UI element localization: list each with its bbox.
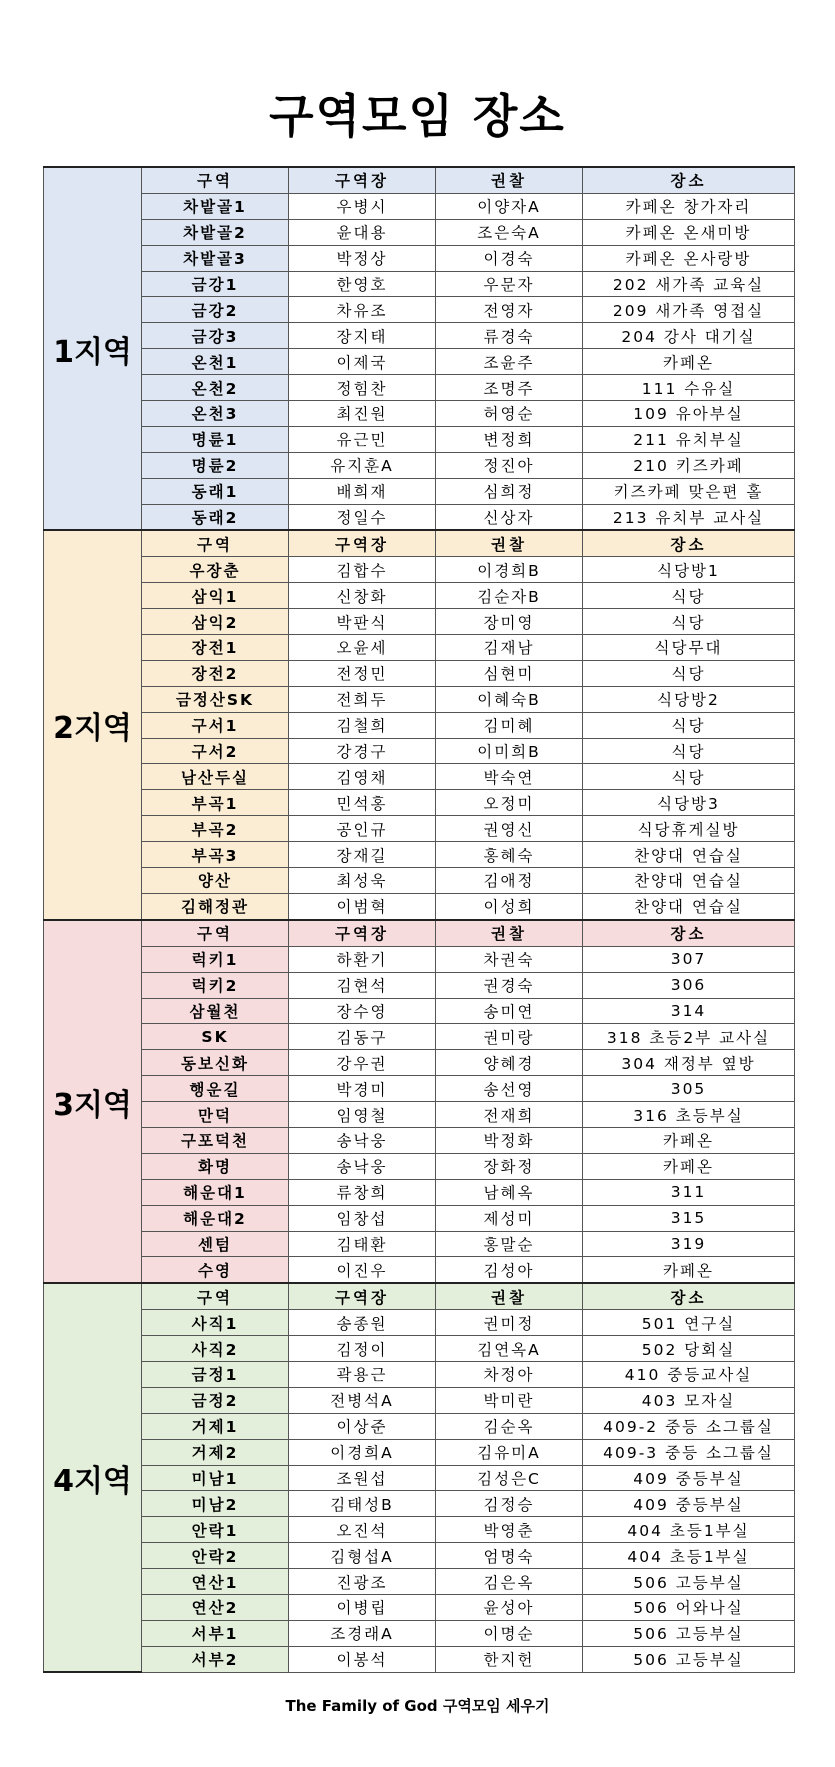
meeting-places-table [43,166,795,1673]
leader-name: 이진우 [289,1257,436,1283]
place-name: 410 중등교사실 [583,1361,795,1387]
assistant-name: 김성은C [436,1465,583,1491]
leader-name: 배희재 [289,478,436,504]
table-row [44,297,795,323]
table-row [44,1620,795,1646]
assistant-name: 권영신 [436,816,583,842]
assistant-name: 허영순 [436,401,583,427]
leader-name: 김형섭A [289,1543,436,1569]
place-name: 409-3 중등 소그룹실 [583,1439,795,1465]
place-name: 키즈카페 맞은편 홀 [583,478,795,504]
leader-name: 이제국 [289,349,436,375]
district-name: 온천1 [142,349,289,375]
table-row [44,1594,795,1620]
footer-text: The Family of God 구역모임 세우기 [285,1697,550,1715]
column-header: 구역 [142,167,289,193]
leader-name: 오진석 [289,1517,436,1543]
place-name: 찬양대 연습실 [583,842,795,868]
table-row [44,1179,795,1205]
region-header-row [44,167,795,193]
leader-name: 송종원 [289,1310,436,1336]
district-name: 거제1 [142,1413,289,1439]
leader-name: 전정민 [289,660,436,686]
leader-name: 조경래A [289,1620,436,1646]
district-name: 금정산SK [142,686,289,712]
leader-name: 이범혁 [289,893,436,919]
place-name: 409-2 중등 소그룹실 [583,1413,795,1439]
leader-name: 유지훈A [289,452,436,478]
place-name: 209 새가족 영접실 [583,297,795,323]
district-name: 동보신화 [142,1050,289,1076]
table-row [44,219,795,245]
region-header-row [44,920,795,946]
table-row [44,452,795,478]
column-header: 권찰 [436,920,583,946]
leader-name: 임창섭 [289,1205,436,1231]
place-name: 식당방1 [583,557,795,583]
column-header: 장소 [583,167,795,193]
place-name: 카페온 온사랑방 [583,245,795,271]
district-name: SK [142,1024,289,1050]
place-name: 409 중등부실 [583,1465,795,1491]
place-name: 311 [583,1179,795,1205]
leader-name: 강우권 [289,1050,436,1076]
leader-name: 공인규 [289,816,436,842]
table-row [44,1491,795,1517]
column-header: 구역장 [289,167,436,193]
district-name: 해운대2 [142,1205,289,1231]
leader-name: 유근민 [289,426,436,452]
place-name: 305 [583,1076,795,1102]
district-name: 럭키2 [142,972,289,998]
place-name: 502 당회실 [583,1336,795,1362]
place-name: 식당 [583,660,795,686]
place-name: 314 [583,998,795,1024]
assistant-name: 정진아 [436,452,583,478]
assistant-name: 차권숙 [436,946,583,972]
leader-name: 김합수 [289,557,436,583]
assistant-name: 조윤주 [436,349,583,375]
leader-name: 김영채 [289,764,436,790]
table-row [44,1310,795,1336]
page-title: 구역모임 장소 [269,89,566,143]
district-name: 구포덕천 [142,1127,289,1153]
place-name: 식당 [583,738,795,764]
table-row [44,1231,795,1257]
table-row [44,401,795,427]
assistant-name: 권미랑 [436,1024,583,1050]
district-name: 장전1 [142,635,289,661]
assistant-name: 홍말순 [436,1231,583,1257]
table-row [44,583,795,609]
place-name: 403 모자실 [583,1387,795,1413]
leader-name: 하환기 [289,946,436,972]
table-row [44,375,795,401]
table-row [44,1050,795,1076]
district-name: 명륜1 [142,426,289,452]
place-name: 316 초등부실 [583,1102,795,1128]
leader-name: 송낙웅 [289,1127,436,1153]
column-header: 장소 [583,920,795,946]
assistant-name: 조명주 [436,375,583,401]
table-row [44,478,795,504]
district-name: 양산 [142,868,289,894]
district-name: 온천2 [142,375,289,401]
assistant-name: 박미란 [436,1387,583,1413]
place-name: 204 강사 대기실 [583,323,795,349]
assistant-name: 이혜숙B [436,686,583,712]
table-row [44,245,795,271]
place-name: 카페온 [583,1127,795,1153]
district-name: 연산1 [142,1569,289,1595]
assistant-name: 김성아 [436,1257,583,1283]
leader-name: 한영호 [289,271,436,297]
meeting-places-table-wrapper [43,166,794,1673]
table-row [44,504,795,530]
assistant-name: 김순자B [436,583,583,609]
table-row [44,712,795,738]
district-name: 사직1 [142,1310,289,1336]
table-row [44,972,795,998]
district-name: 금정2 [142,1387,289,1413]
district-name: 구서1 [142,712,289,738]
leader-name: 김태환 [289,1231,436,1257]
assistant-name: 이경희B [436,557,583,583]
column-header: 장소 [583,530,795,556]
leader-name: 최진원 [289,401,436,427]
assistant-name: 이양자A [436,193,583,219]
column-header: 장소 [583,1283,795,1309]
place-name: 213 유치부 교사실 [583,504,795,530]
leader-name: 박경미 [289,1076,436,1102]
column-header: 구역 [142,920,289,946]
table-row [44,1076,795,1102]
assistant-name: 장미영 [436,609,583,635]
place-name: 506 고등부실 [583,1646,795,1672]
district-name: 만덕 [142,1102,289,1128]
table-row [44,1336,795,1362]
assistant-name: 차정아 [436,1361,583,1387]
assistant-name: 심현미 [436,660,583,686]
table-row [44,790,795,816]
leader-name: 우병시 [289,193,436,219]
district-name: 차밭골2 [142,219,289,245]
place-name: 315 [583,1205,795,1231]
table-row [44,1569,795,1595]
place-name: 카페온 [583,1153,795,1179]
column-header: 구역 [142,1283,289,1309]
assistant-name: 김재남 [436,635,583,661]
assistant-name: 심희정 [436,478,583,504]
assistant-name: 장화정 [436,1153,583,1179]
district-name: 서부2 [142,1646,289,1672]
assistant-name: 권미정 [436,1310,583,1336]
table-row [44,764,795,790]
district-name: 행운길 [142,1076,289,1102]
assistant-name: 류경숙 [436,323,583,349]
district-name: 금강3 [142,323,289,349]
place-name: 카페온 [583,1257,795,1283]
assistant-name: 전재희 [436,1102,583,1128]
place-name: 식당 [583,712,795,738]
district-name: 센텀 [142,1231,289,1257]
assistant-name: 박정화 [436,1127,583,1153]
leader-name: 전희두 [289,686,436,712]
region-label: 4지역 [44,1283,142,1672]
leader-name: 민석홍 [289,790,436,816]
table-row [44,686,795,712]
table-row [44,1205,795,1231]
place-name: 506 고등부실 [583,1620,795,1646]
assistant-name: 윤성아 [436,1594,583,1620]
table-row [44,1543,795,1569]
leader-name: 전병석A [289,1387,436,1413]
place-name: 319 [583,1231,795,1257]
district-name: 장전2 [142,660,289,686]
region-header-row [44,530,795,556]
leader-name: 최성욱 [289,868,436,894]
table-row [44,1153,795,1179]
leader-name: 류창희 [289,1179,436,1205]
assistant-name: 이명순 [436,1620,583,1646]
place-name: 307 [583,946,795,972]
district-name: 남산두실 [142,764,289,790]
assistant-name: 조은숙A [436,219,583,245]
assistant-name: 송미연 [436,998,583,1024]
region-label: 1지역 [44,167,142,530]
district-name: 미남1 [142,1465,289,1491]
table-row [44,868,795,894]
leader-name: 이상준 [289,1413,436,1439]
column-header: 구역 [142,530,289,556]
place-name: 식당방2 [583,686,795,712]
place-name: 111 수유실 [583,375,795,401]
place-name: 카페온 창가자리 [583,193,795,219]
table-row [44,426,795,452]
place-name: 211 유치부실 [583,426,795,452]
place-name: 506 고등부실 [583,1569,795,1595]
table-row [44,738,795,764]
district-name: 부곡2 [142,816,289,842]
district-name: 금정1 [142,1361,289,1387]
leader-name: 차유조 [289,297,436,323]
assistant-name: 변정희 [436,426,583,452]
place-name: 찬양대 연습실 [583,868,795,894]
place-name: 식당 [583,764,795,790]
assistant-name: 전영자 [436,297,583,323]
assistant-name: 김유미A [436,1439,583,1465]
place-name: 404 초등1부실 [583,1543,795,1569]
leader-name: 장수영 [289,998,436,1024]
table-row [44,1102,795,1128]
assistant-name: 제성미 [436,1205,583,1231]
table-row [44,635,795,661]
district-name: 부곡3 [142,842,289,868]
leader-name: 정일수 [289,504,436,530]
table-row [44,842,795,868]
place-name: 식당무대 [583,635,795,661]
district-name: 차밭골3 [142,245,289,271]
district-name: 동래1 [142,478,289,504]
table-row [44,557,795,583]
place-name: 카페온 온새미방 [583,219,795,245]
region-label: 2지역 [44,530,142,919]
assistant-name: 한지헌 [436,1646,583,1672]
leader-name: 임영철 [289,1102,436,1128]
assistant-name: 김순옥 [436,1413,583,1439]
leader-name: 정힘찬 [289,375,436,401]
place-name: 찬양대 연습실 [583,893,795,919]
assistant-name: 김정승 [436,1491,583,1517]
place-name: 카페온 [583,349,795,375]
leader-name: 김정이 [289,1336,436,1362]
leader-name: 오윤세 [289,635,436,661]
place-name: 식당 [583,609,795,635]
assistant-name: 김미혜 [436,712,583,738]
table-row [44,323,795,349]
place-name: 109 유아부실 [583,401,795,427]
district-name: 거제2 [142,1439,289,1465]
place-name: 501 연구실 [583,1310,795,1336]
place-name: 202 새가족 교육실 [583,271,795,297]
place-name: 식당방3 [583,790,795,816]
district-name: 화명 [142,1153,289,1179]
place-name: 318 초등2부 교사실 [583,1024,795,1050]
table-row [44,893,795,919]
place-name: 409 중등부실 [583,1491,795,1517]
region-header-row [44,1283,795,1309]
district-name: 미남2 [142,1491,289,1517]
leader-name: 이봉석 [289,1646,436,1672]
table-row [44,660,795,686]
column-header: 권찰 [436,1283,583,1309]
leader-name: 김현석 [289,972,436,998]
district-name: 구서2 [142,738,289,764]
table-row [44,1387,795,1413]
leader-name: 박정상 [289,245,436,271]
district-name: 삼익2 [142,609,289,635]
table-row [44,1517,795,1543]
column-header: 구역장 [289,920,436,946]
assistant-name: 우문자 [436,271,583,297]
district-name: 안락1 [142,1517,289,1543]
table-row [44,1646,795,1672]
table-row [44,1127,795,1153]
assistant-name: 김은옥 [436,1569,583,1595]
place-name: 210 키즈카페 [583,452,795,478]
district-name: 부곡1 [142,790,289,816]
assistant-name: 남혜옥 [436,1179,583,1205]
place-name: 404 초등1부실 [583,1517,795,1543]
place-name: 304 재정부 옆방 [583,1050,795,1076]
leader-name: 장재길 [289,842,436,868]
district-name: 럭키1 [142,946,289,972]
table-row [44,193,795,219]
district-name: 해운대1 [142,1179,289,1205]
district-name: 명륜2 [142,452,289,478]
district-name: 김해정관 [142,893,289,919]
place-name: 식당휴게실방 [583,816,795,842]
assistant-name: 김연옥A [436,1336,583,1362]
place-name: 식당 [583,583,795,609]
assistant-name: 양혜경 [436,1050,583,1076]
district-name: 수영 [142,1257,289,1283]
assistant-name: 권경숙 [436,972,583,998]
table-row [44,816,795,842]
leader-name: 신창화 [289,583,436,609]
district-name: 사직2 [142,1336,289,1362]
leader-name: 강경구 [289,738,436,764]
district-name: 연산2 [142,1594,289,1620]
leader-name: 곽용근 [289,1361,436,1387]
leader-name: 조원섭 [289,1465,436,1491]
assistant-name: 송선영 [436,1076,583,1102]
table-row [44,1465,795,1491]
assistant-name: 신상자 [436,504,583,530]
leader-name: 이병립 [289,1594,436,1620]
table-row [44,1413,795,1439]
table-row [44,1361,795,1387]
leader-name: 진광조 [289,1569,436,1595]
assistant-name: 이미희B [436,738,583,764]
leader-name: 윤대용 [289,219,436,245]
table-row [44,609,795,635]
column-header: 권찰 [436,167,583,193]
table-row [44,271,795,297]
district-name: 동래2 [142,504,289,530]
table-row [44,946,795,972]
assistant-name: 홍혜숙 [436,842,583,868]
leader-name: 송낙웅 [289,1153,436,1179]
place-name: 506 어와나실 [583,1594,795,1620]
assistant-name: 엄명숙 [436,1543,583,1569]
district-name: 서부1 [142,1620,289,1646]
district-name: 우장춘 [142,557,289,583]
region-label: 3지역 [44,920,142,1283]
leader-name: 이경희A [289,1439,436,1465]
leader-name: 김동구 [289,1024,436,1050]
assistant-name: 오정미 [436,790,583,816]
column-header: 구역장 [289,530,436,556]
leader-name: 김철희 [289,712,436,738]
leader-name: 박판식 [289,609,436,635]
table-row [44,1439,795,1465]
assistant-name: 김애정 [436,868,583,894]
table-row [44,1024,795,1050]
assistant-name: 이성희 [436,893,583,919]
leader-name: 김태성B [289,1491,436,1517]
column-header: 구역장 [289,1283,436,1309]
column-header: 권찰 [436,530,583,556]
table-row [44,349,795,375]
assistant-name: 박숙연 [436,764,583,790]
district-name: 금강1 [142,271,289,297]
table-row [44,1257,795,1283]
leader-name: 장지태 [289,323,436,349]
table-row [44,998,795,1024]
district-name: 안락2 [142,1543,289,1569]
assistant-name: 이경숙 [436,245,583,271]
district-name: 삼월천 [142,998,289,1024]
district-name: 차밭골1 [142,193,289,219]
district-name: 삼익1 [142,583,289,609]
district-name: 금강2 [142,297,289,323]
assistant-name: 박영춘 [436,1517,583,1543]
place-name: 306 [583,972,795,998]
district-name: 온천3 [142,401,289,427]
